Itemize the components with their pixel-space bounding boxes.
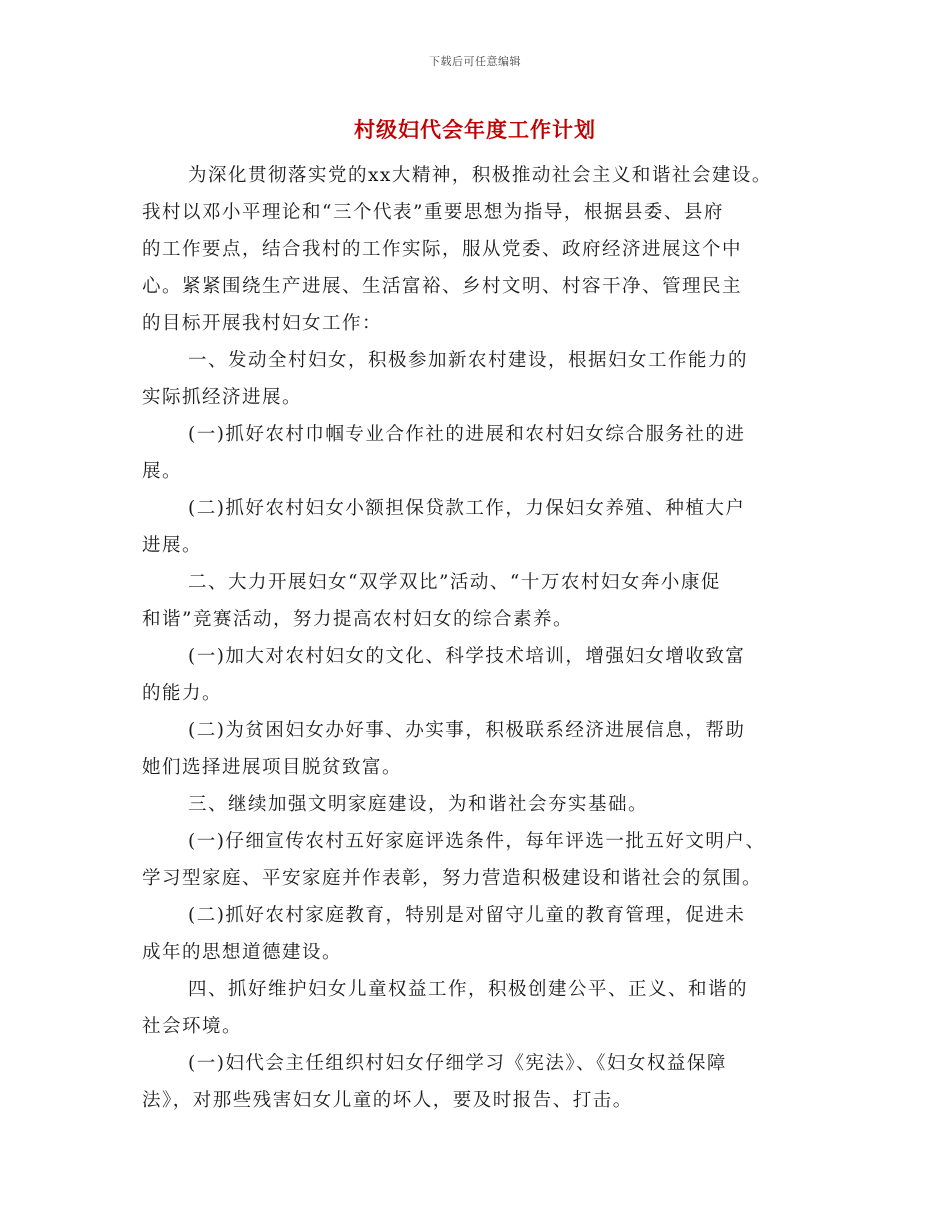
text-line: 我村以邓小平理论和“三个代表”重要思想为指导，根据县委、县府 [142, 202, 724, 223]
text-line: 社会环境。 [142, 1016, 243, 1037]
text-line: 学习型家庭、平安家庭并作表彰，努力营造积极建设和谐社会的氛围。 [142, 868, 763, 889]
document-body [142, 157, 832, 1119]
text-line: 一、发动全村妇女，积极参加新农村建设，根据妇女工作能力的 [188, 350, 749, 371]
text-line: (二)抓好农村妇女小额担保贷款工作，力保妇女养殖、种植大户 [188, 498, 746, 519]
text-line: 心。紧紧围绕生产进展、生活富裕、乡村文明、村容干净、管理民主 [142, 276, 743, 297]
text-line: 法》，对那些残害妇女儿童的坏人，要及时报告、打击。 [142, 1090, 633, 1111]
text-line: 三、继续加强文明家庭建设，为和谐社会夯实基础。 [188, 794, 649, 815]
text-line: 二、大力开展妇女“双学双比”活动、“十万农村妇女奔小康促 [188, 572, 721, 593]
text-line: 她们选择进展项目脱贫致富。 [142, 757, 403, 778]
page-header: 下载后可任意编辑 [429, 55, 521, 68]
text-line: (一)加大对农村妇女的文化、科学技术培训，增强妇女增收致富 [188, 646, 746, 667]
text-line: 成年的思想道德建设。 [142, 942, 343, 963]
text-line: 为深化贯彻落实党的xx大精神，积极推动社会主义和谐社会建设。 [188, 165, 772, 186]
text-line: 的目标开展我村妇女工作： [142, 313, 383, 334]
text-line: 和谐”竞赛活动，努力提高农村妇女的综合素养。 [142, 609, 573, 630]
text-line: (一)妇代会主任组织村妇女仔细学习《宪法》、《妇女权益保障 [188, 1053, 727, 1074]
text-line: 的工作要点，结合我村的工作实际，服从党委、政府经济进展这个中 [142, 239, 743, 260]
text-line: 的能力。 [142, 683, 223, 704]
text-line: (一)抓好农村巾帼专业合作社的进展和农村妇女综合服务社的进 [188, 424, 746, 445]
document-title: 村级妇代会年度工作计划 [354, 117, 596, 142]
text-line: 实际抓经济进展。 [142, 387, 303, 408]
text-line: 进展。 [142, 535, 203, 556]
text-line: (二)抓好农村家庭教育，特别是对留守儿童的教育管理，促进未 [188, 905, 746, 926]
text-line: 四、抓好维护妇女儿童权益工作，积极创建公平、正义、和谐的 [188, 979, 749, 1000]
text-line: (二)为贫困妇女办好事、办实事，积极联系经济进展信息，帮助 [188, 720, 746, 741]
text-line: 展。 [142, 461, 183, 482]
text-line: (一)仔细宣传农村五好家庭评选条件，每年评选一批五好文明户、 [188, 831, 766, 852]
